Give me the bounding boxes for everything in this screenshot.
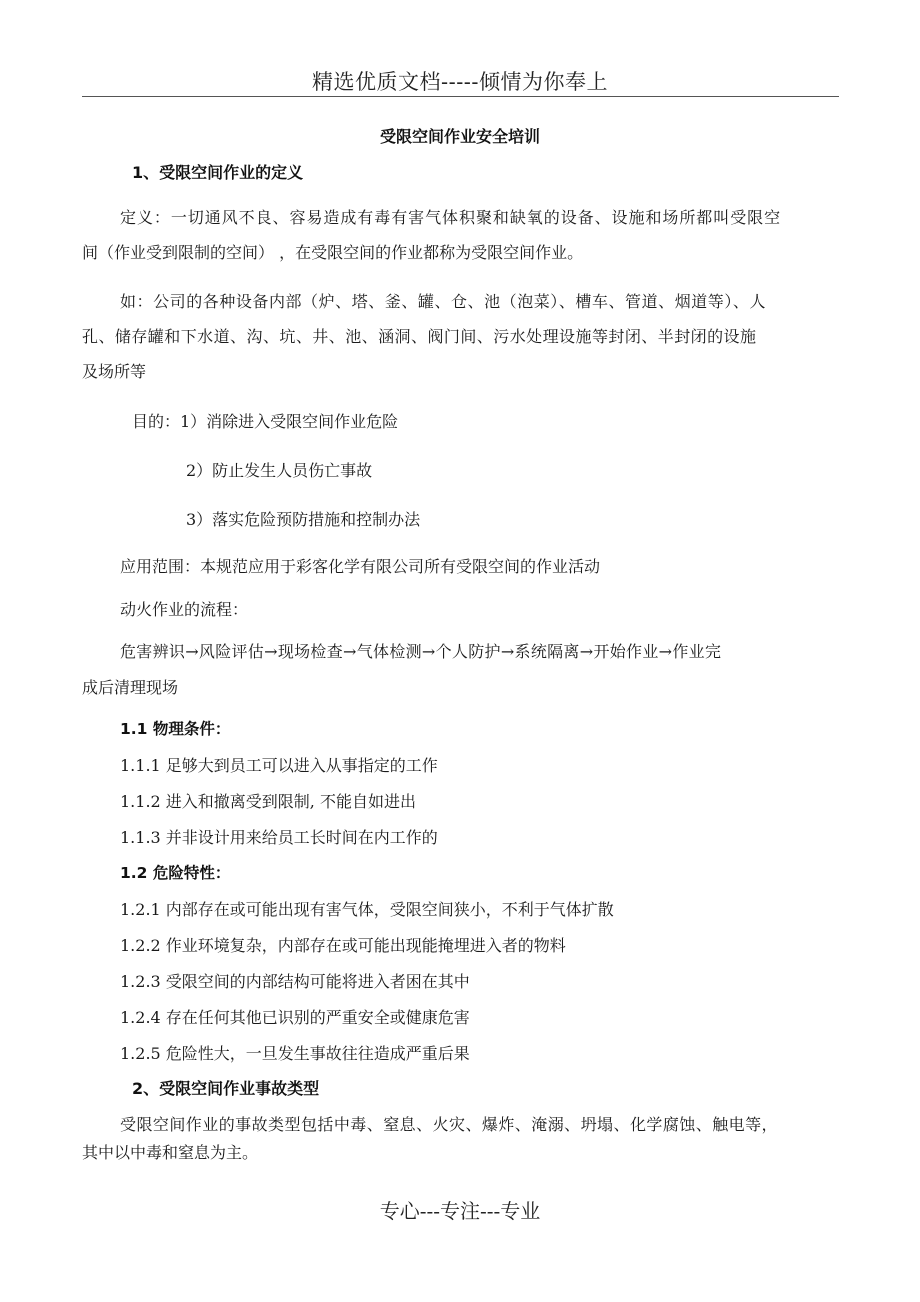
section-2-line-2: 其中以中毒和窒息为主。 (82, 1143, 259, 1162)
list-item: 1.2.5 危险性大，一旦发生事故往往造成严重后果 (120, 1044, 470, 1063)
purpose-item-1: 目的：1）消除进入受限空间作业危险 (132, 412, 399, 431)
document-title: 受限空间作业安全培训 (379, 127, 540, 146)
example-line-2: 孔、储存罐和下水道、沟、坑、井、池、涵洞、阀门间、污水处理设施等封闭、半封闭的设施 (82, 327, 757, 346)
list-item: 1.2.3 受限空间的内部结构可能将进入者困在其中 (120, 972, 470, 991)
flow-line-1: 危害辨识→风险评估→现场检查→气体检测→个人防护→系统隔离→开始作业→作业完 (120, 642, 722, 661)
example-line-1: 如：公司的各种设备内部（炉、塔、釜、罐、仓、池（泡菜）、槽车、管道、烟道等）、人 (120, 292, 767, 311)
list-item: 1.2.4 存在任何其他已识别的严重安全或健康危害 (120, 1008, 470, 1027)
section-2-line-1: 受限空间作业的事故类型包括中毒、窒息、火灾、爆炸、淹溺、坍塌、化学腐蚀、触电等， (120, 1115, 779, 1134)
flow-label: 动火作业的流程： (120, 600, 249, 619)
list-item: 1.2.1 内部存在或可能出现有害气体，受限空间狭小，不利于气体扩散 (120, 900, 614, 919)
section-2-heading: 2、受限空间作业事故类型 (132, 1079, 320, 1098)
definition-line-1: 定义：一切通风不良、容易造成有毒有害气体积聚和缺氧的设备、设施和场所都叫受限空 (120, 208, 782, 227)
list-item: 1.2.2 作业环境复杂，内部存在或可能出现能掩埋进入者的物料 (120, 936, 566, 955)
section-1-heading: 1、受限空间作业的定义 (132, 163, 304, 182)
purpose-item-3: 3）落实危险预防措施和控制办法 (186, 510, 421, 529)
list-item: 1.1.1 足够大到员工可以进入从事指定的工作 (120, 756, 438, 775)
page-header: 精选优质文档-----倾情为你奉上 (312, 70, 608, 94)
list-item: 1.1.2 进入和撤离受到限制, 不能自如进出 (120, 792, 416, 811)
header-divider (82, 96, 839, 97)
definition-line-2: 间（作业受到限制的空间） ，在受限空间的作业都称为受限空间作业。 (82, 243, 584, 262)
scope-text: 应用范围：本规范应用于彩客化学有限公司所有受限空间的作业活动 (120, 557, 601, 576)
section-1-1-heading: 1.1 物理条件： (120, 720, 231, 738)
page-footer: 专心---专注---专业 (379, 1199, 541, 1223)
list-item: 1.1.3 并非设计用来给员工长时间在内工作的 (120, 828, 438, 847)
purpose-item-2: 2）防止发生人员伤亡事故 (186, 461, 373, 480)
flow-line-2: 成后清理现场 (82, 678, 179, 697)
example-line-3: 及场所等 (82, 362, 147, 381)
section-1-2-heading: 1.2 危险特性： (120, 864, 231, 882)
